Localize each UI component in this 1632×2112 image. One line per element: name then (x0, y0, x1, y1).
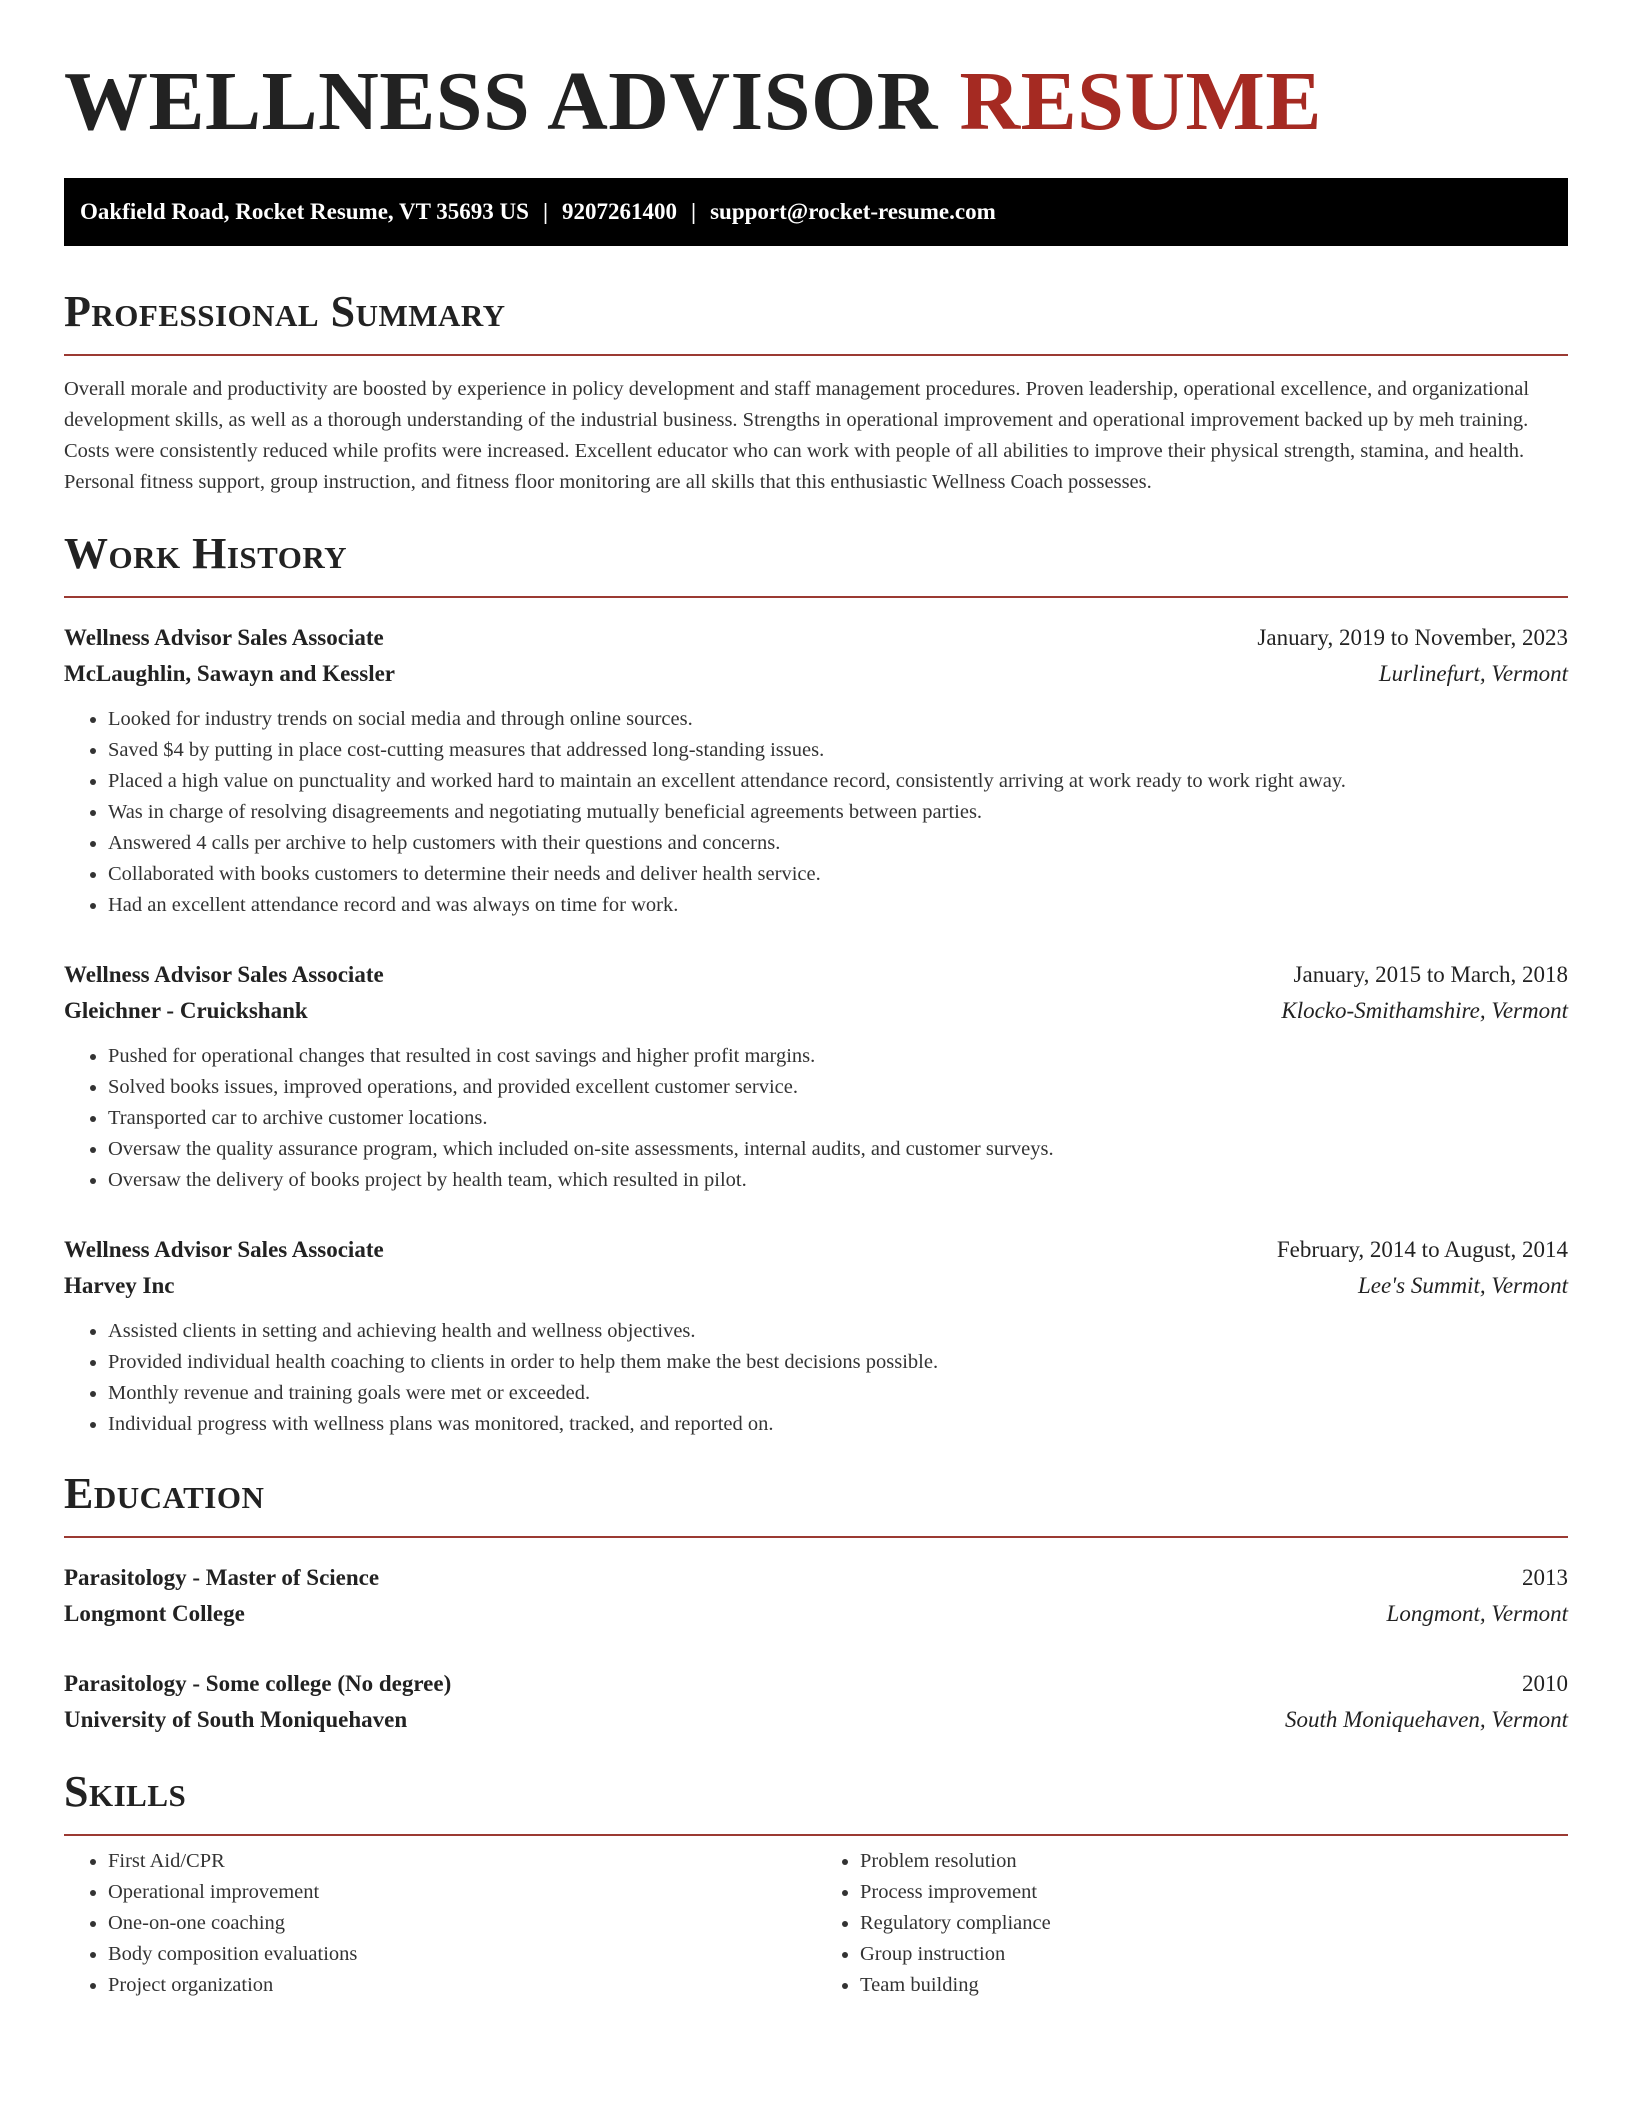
resume-title (64, 52, 1568, 152)
job-bullet: • Had an excellent attendance record and was always on time for work. (108, 890, 1568, 921)
job-title: Wellness Advisor Sales Associate (64, 1237, 384, 1262)
job-bullet: • Answered 4 calls per archive to help customers with their questions and concerns. (108, 828, 1568, 859)
job-location: Lee's Summit, Vermont (1358, 1273, 1568, 1298)
contact-separator: | (691, 199, 697, 224)
skill-item: • Regulatory compliance (860, 1908, 1568, 1939)
summary-heading: Professional Summary (64, 287, 506, 336)
job-location: Lurlinefurt, Vermont (1378, 661, 1568, 686)
title-accent: RESUME (959, 55, 1322, 148)
job-bullets (64, 1316, 1568, 1440)
skill-item: • Process improvement (860, 1877, 1568, 1908)
summary-section (64, 286, 1568, 498)
education-heading: Education (64, 1469, 265, 1518)
job-bullets (64, 1041, 1568, 1196)
skill-item: • Operational improvement (108, 1877, 816, 1908)
education-year: 2013 (1522, 1565, 1568, 1590)
contact-address: Oakfield Road, Rocket Resume, VT 35693 US (80, 199, 529, 224)
job-bullet: • Oversaw the quality assurance program, which included on-site assessments, internal audits, and customer surveys. (108, 1134, 1568, 1165)
section-divider (64, 354, 1568, 356)
skills-columns (64, 1846, 1568, 2001)
job-company-row (64, 1268, 1568, 1304)
job-bullet: • Collaborated with books customers to determine their needs and deliver health service. (108, 859, 1568, 890)
skill-item: • Body composition evaluations (108, 1939, 816, 1970)
job-bullet: • Monthly revenue and training goals were met or exceeded. (108, 1378, 1568, 1409)
education-degree: Parasitology - Some college (No degree) (64, 1671, 452, 1696)
job-bullet: • Provided individual health coaching to clients in order to help them make the best decisions possible. (108, 1347, 1568, 1378)
job-bullet: • Pushed for operational changes that resulted in cost savings and higher profit margins. (108, 1041, 1568, 1072)
education-entry (64, 1560, 1568, 1632)
education-school: University of South Moniquehaven (64, 1707, 408, 1732)
job-header-row (64, 957, 1568, 993)
section-divider (64, 596, 1568, 598)
job-header-row (64, 1232, 1568, 1268)
skills-list-left (64, 1846, 816, 2001)
skill-item: • Problem resolution (860, 1846, 1568, 1877)
education-school-row (64, 1596, 1568, 1632)
job-bullet: • Solved books issues, improved operations, and provided excellent customer service. (108, 1072, 1568, 1103)
job-dates: January, 2015 to March, 2018 (1293, 962, 1568, 987)
contact-separator: | (542, 199, 549, 224)
skill-item: • Team building (860, 1970, 1568, 2001)
skills-heading: Skills (64, 1767, 187, 1816)
job-bullets (64, 704, 1568, 921)
job-title: Wellness Advisor Sales Associate (64, 625, 384, 650)
section-divider (64, 1536, 1568, 1538)
work-history-heading: Work History (64, 529, 348, 578)
education-section (64, 1468, 1568, 1738)
job-location: Klocko-Smithamshire, Vermont (1281, 998, 1568, 1023)
skill-item: • Group instruction (860, 1939, 1568, 1970)
job-company-row (64, 656, 1568, 692)
education-location: South Moniquehaven, Vermont (1285, 1707, 1568, 1732)
job-bullet: • Was in charge of resolving disagreements and negotiating mutually beneficial agreements between parties. (108, 797, 1568, 828)
job-bullet: • Saved $4 by putting in place cost-cutting measures that addressed long-standing issues. (108, 735, 1568, 766)
contact-phone: 9207261400 (562, 199, 678, 224)
job-dates: January, 2019 to November, 2023 (1257, 625, 1568, 650)
job-company: Harvey Inc (64, 1273, 175, 1298)
education-degree: Parasitology - Master of Science (64, 1565, 380, 1590)
skills-section (64, 1766, 1568, 2001)
education-school: Longmont College (64, 1601, 245, 1626)
skill-item: • First Aid/CPR (108, 1846, 816, 1877)
job-company: McLaughlin, Sawayn and Kessler (64, 661, 395, 686)
education-degree-row (64, 1666, 1568, 1702)
education-location: Longmont, Vermont (1386, 1601, 1568, 1626)
title-main: WELLNESS ADVISOR (64, 55, 938, 148)
education-year: 2010 (1522, 1671, 1568, 1696)
job-entry (64, 620, 1568, 921)
job-bullet: • Looked for industry trends on social media and through online sources. (108, 704, 1568, 735)
job-bullet: • Transported car to archive customer locations. (108, 1103, 1568, 1134)
job-bullet: • Assisted clients in setting and achieving health and wellness objectives. (108, 1316, 1568, 1347)
education-school-row (64, 1702, 1568, 1738)
work-history-section (64, 528, 1568, 1440)
section-divider (64, 1834, 1568, 1836)
job-bullet: • Placed a high value on punctuality and worked hard to maintain an excellent attendance record, consistently arriving at work ready to work right away. (108, 766, 1568, 797)
job-bullet: • Individual progress with wellness plans was monitored, tracked, and reported on. (108, 1409, 1568, 1440)
job-entry (64, 1232, 1568, 1440)
contact-email[interactable]: support@rocket-resume.com (710, 199, 996, 224)
summary-text: Overall morale and productivity are boosted by experience in policy development and staff management procedures. Proven leadership, operational excellence, and organizational development skills, as well as a thorough understanding of the industrial business. Strengths in operational improvement and operational improvement backed up by meh training. Costs were consistently reduced while profits were increased. Excellent educator who can work with people of all abilities to improve their physical strength, stamina, and health. Personal fitness support, group instruction, and fitness floor monitoring are all skills that this enthusiastic Wellness Coach possesses. (64, 378, 1530, 493)
skill-item: • One-on-one coaching (108, 1908, 816, 1939)
contact-bar (64, 178, 1568, 246)
job-company-row (64, 993, 1568, 1029)
job-company: Gleichner - Cruickshank (64, 998, 308, 1023)
job-header-row (64, 620, 1568, 656)
education-entry (64, 1666, 1568, 1738)
job-bullet: • Oversaw the delivery of books project by health team, which resulted in pilot. (108, 1165, 1568, 1196)
job-entry (64, 957, 1568, 1196)
skills-list-right (816, 1846, 1568, 2001)
education-degree-row (64, 1560, 1568, 1596)
skill-item: • Project organization (108, 1970, 816, 2001)
job-dates: February, 2014 to August, 2014 (1276, 1237, 1568, 1262)
job-title: Wellness Advisor Sales Associate (64, 962, 384, 987)
